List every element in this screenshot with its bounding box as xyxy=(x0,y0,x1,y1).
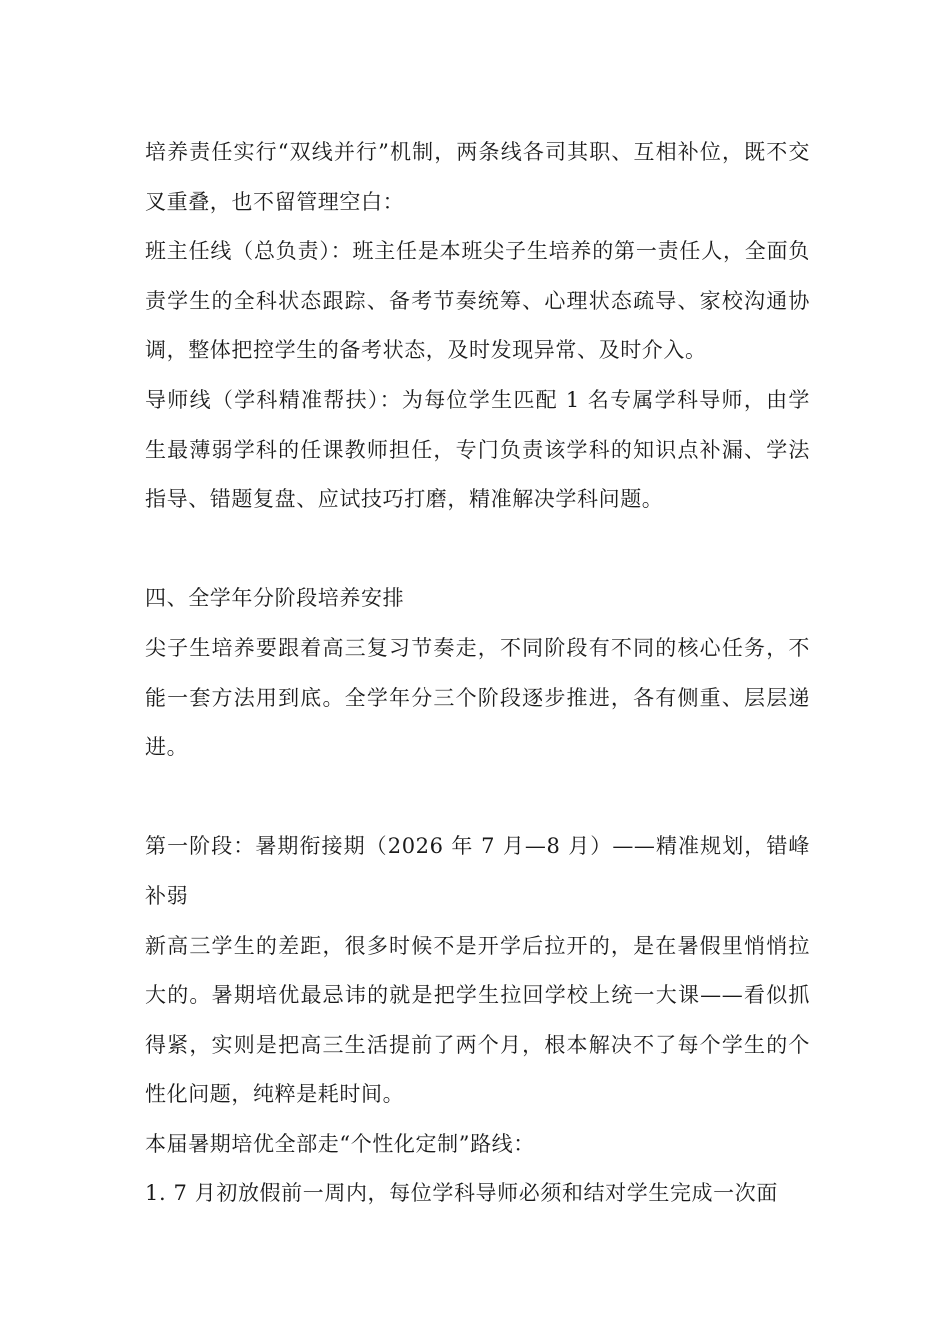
stage-one-heading: 第一阶段：暑期衔接期（2026 年 7 月—8 月）——精准规划，错峰补弱 xyxy=(145,834,810,908)
paragraph-custom-route: 本届暑期培优全部走“个性化定制”路线： xyxy=(145,1131,535,1156)
paragraph-stage-overview: 尖子生培养要跟着高三复习节奏走，不同阶段有不同的核心任务，不能一套方法用到底。全学年分三个阶段逐步推进，各有侧重、层层递进。 xyxy=(145,635,810,760)
section-heading-four: 四、全学年分阶段培养安排 xyxy=(145,586,405,611)
paragraph-summer-gap: 新高三学生的差距，很多时候不是开学后拉开的，是在暑假里悄悄拉大的。暑期培优最忌讳的就是把学生拉回学校上统一大课——看似抓得紧，实则是把高三生活提前了两个月，根本解决不了每个学生的个性化问题，纯粹是耗时间。 xyxy=(145,933,810,1107)
paragraph-dual-line-mechanism: 培养责任实行“双线并行”机制，两条线各司其职、互相补位，既不交叉重叠，也不留管理空白： xyxy=(145,140,810,214)
paragraph-spacer xyxy=(145,525,810,575)
paragraph-head-teacher-line: 班主任线（总负责）：班主任是本班尖子生培养的第一责任人，全面负责学生的全科状态跟踪、备考节奏统筹、心理状态疏导、家校沟通协调，整体把控学生的备考状态，及时发现异常、及时介入。 xyxy=(145,239,810,363)
document-body xyxy=(145,128,810,1219)
paragraph-spacer xyxy=(145,773,810,823)
paragraph-tutor-line: 导师线（学科精准帮扶）：为每位学生匹配 1 名专属学科导师，由学生最薄弱学科的任课教师担任，专门负责该学科的知识点补漏、学法指导、错题复盘、应试技巧打磨，精准解决学科问题。 xyxy=(145,387,810,512)
list-item-one: 1. 7 月初放假前一周内，每位学科导师必须和结对学生完成一次面 xyxy=(145,1181,778,1206)
